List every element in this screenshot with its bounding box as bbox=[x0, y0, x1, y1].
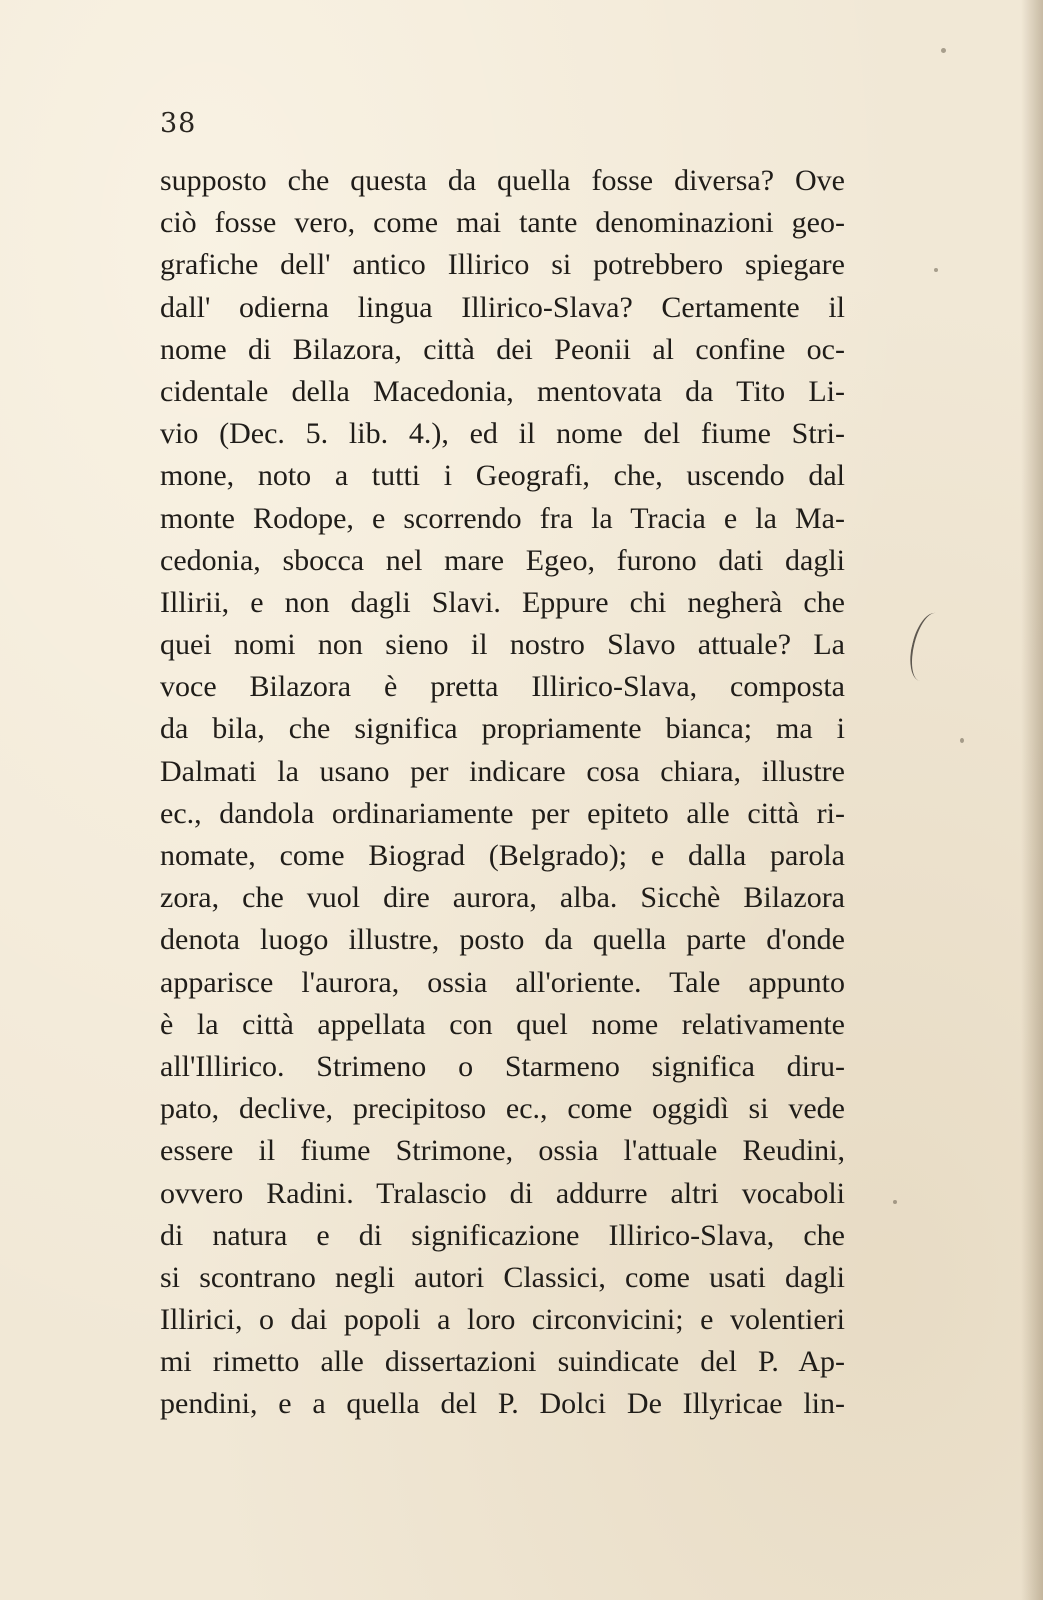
text-line: zora, che vuol dire aurora, alba. Sicchè Bilazora bbox=[160, 881, 845, 915]
text-line: voce Bilazora è pretta Illirico-Slava, composta bbox=[160, 670, 845, 704]
page-number: 38 bbox=[160, 108, 197, 139]
text-line: nome di Bilazora, città dei Peonii al confine oc- bbox=[160, 332, 845, 366]
paper-speck bbox=[960, 738, 964, 743]
body-text bbox=[160, 160, 845, 1426]
text-line: supposto che questa da quella fosse diversa? Ove bbox=[160, 164, 845, 197]
text-line: vio (Dec. 5. lib. 4.), ed il nome del fiume Stri- bbox=[160, 417, 845, 451]
text-line: cedonia, sbocca nel mare Egeo, furono dati dagli bbox=[160, 543, 845, 577]
text-line: ec., dandola ordinariamente per epiteto alle città ri- bbox=[160, 796, 845, 830]
text-line: grafiche dell' antico Illirico si potrebbero spiegare bbox=[160, 248, 845, 282]
text-line: denota luogo illustre, posto da quella parte d'onde bbox=[160, 923, 845, 957]
text-line: mone, noto a tutti i Geografi, che, uscendo dal bbox=[160, 459, 845, 493]
text-line: cidentale della Macedonia, mentovata da Tito Li- bbox=[160, 374, 845, 408]
text-line: Illirici, o dai popoli a loro circonvicini; e volentieri bbox=[160, 1303, 845, 1337]
paper-speck bbox=[893, 1200, 897, 1204]
text-line: ovvero Radini. Tralascio di addurre altri vocaboli bbox=[160, 1176, 845, 1210]
page-edge-shadow bbox=[1021, 0, 1043, 1600]
text-line: mi rimetto alle dissertazioni suindicate del P. Ap- bbox=[160, 1345, 845, 1379]
text-line: quei nomi non sieno il nostro Slavo attuale? La bbox=[160, 628, 845, 662]
text-line: di natura e di significazione Illirico-Slava, che bbox=[160, 1218, 845, 1252]
text-line: all'Illirico. Strimeno o Starmeno significa diru- bbox=[160, 1049, 845, 1083]
text-line: pendini, e a quella del P. Dolci De Illyricae lin- bbox=[160, 1387, 845, 1421]
text-line: essere il fiume Strimone, ossia l'attuale Reudini, bbox=[160, 1134, 845, 1168]
paper-speck bbox=[941, 48, 946, 53]
text-line: nomate, come Biograd (Belgrado); e dalla parola bbox=[160, 839, 845, 872]
text-line: ciò fosse vero, come mai tante denominazioni geo- bbox=[160, 206, 845, 240]
text-line: monte Rodope, e scorrendo fra la Tracia e la Ma- bbox=[160, 501, 845, 535]
text-line: dall' odierna lingua Illirico-Slava? Certamente il bbox=[160, 290, 845, 324]
text-line: pato, declive, precipitoso ec., come oggidì si vede bbox=[160, 1092, 845, 1126]
text-line: da bila, che significa propriamente bianca; ma i bbox=[160, 712, 845, 746]
text-line: apparisce l'aurora, ossia all'oriente. Tale appunto bbox=[160, 965, 845, 999]
text-line: si scontrano negli autori Classici, come usati dagli bbox=[160, 1260, 845, 1294]
text-line: è la città appellata con quel nome relativamente bbox=[160, 1007, 845, 1041]
text-line: Illirii, e non dagli Slavi. Eppure chi negherà che bbox=[160, 585, 845, 619]
paper-speck bbox=[934, 268, 938, 272]
margin-pencil-mark bbox=[904, 609, 952, 685]
text-line: Dalmati la usano per indicare cosa chiara, illustre bbox=[160, 754, 845, 788]
